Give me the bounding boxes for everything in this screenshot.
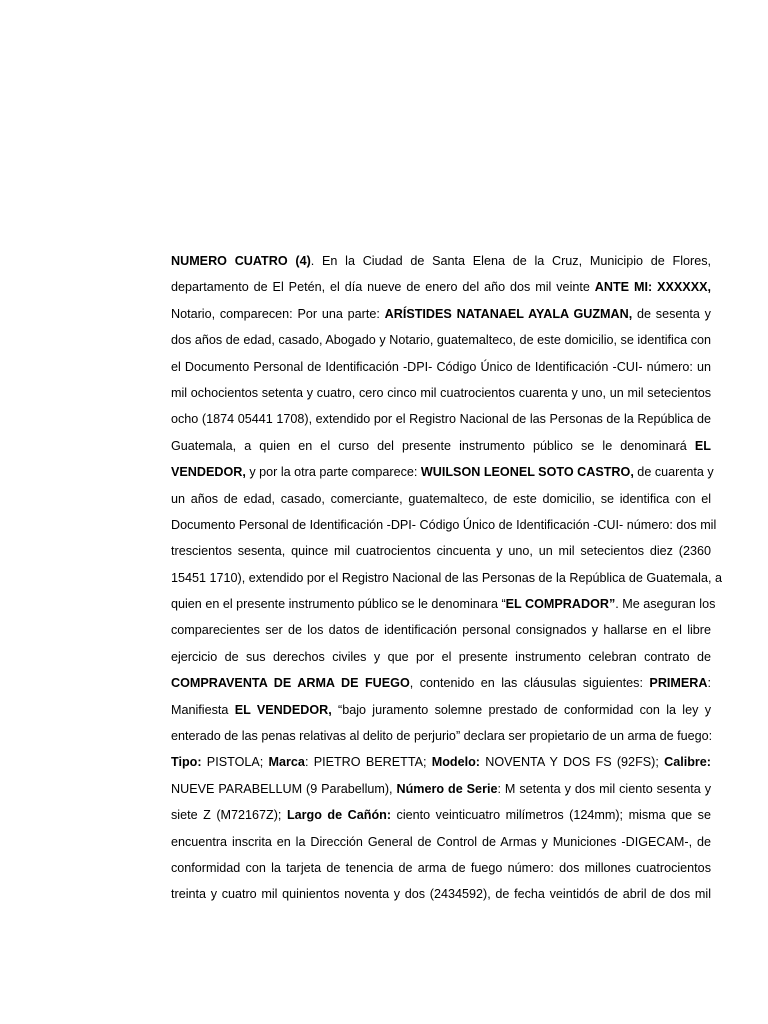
body-text: de cuarenta y [633,465,714,480]
body-text: ejercicio de sus derechos civiles y que por el presente instrumento celebran contrato de [171,649,711,664]
bold-text: Número de Serie [396,781,498,796]
bold-text: ANTE MI: XXXXXX, [594,280,711,295]
bold-text: ARÍSTIDES NATANAEL AYALA GUZMAN, [384,306,633,321]
bold-text: VENDEDOR, [171,465,246,480]
text-line [171,248,711,274]
text-line [171,855,711,881]
text-line [171,881,711,907]
text-line [171,459,714,485]
bold-text: NUMERO CUATRO (4) [171,254,311,268]
body-text: siete Z (M72167Z); [171,808,287,823]
bold-text: Calibre: [664,755,711,770]
text-line [171,380,711,406]
body-text: 15451 1710), extendido por el Registro Nacional de las Personas de la República de Guatemala, a [171,570,722,585]
body-text: dos años de edad, casado, Abogado y Notario, guatemalteco, de este domicilio, se identifica con [171,333,711,348]
body-text: enterado de las penas relativas al delito de perjurio” declara ser propietario de un arma de fuego: [171,729,713,744]
bold-text: EL VENDEDOR, [234,702,332,717]
text-line [171,538,711,564]
body-text: “bajo juramento solemne prestado de conformidad con la ley y [331,702,711,717]
body-text: NUEVE PARABELLUM (9 Parabellum), [171,781,397,796]
text-line [171,406,711,432]
text-line [171,433,711,459]
text-line [171,301,711,327]
bold-text: WUILSON LEONEL SOTO CASTRO, [420,465,634,480]
body-text: Guatemala, a quien en el curso del presente instrumento público se le denominará [171,438,695,453]
body-text: y por la otra parte comparece: [245,465,421,480]
bold-text: PRIMERA [649,676,708,691]
text-line [171,591,716,617]
bold-text: COMPRAVENTA DE ARMA DE FUEGO [171,676,410,691]
text-line [171,644,711,670]
body-text: Manifiesta [171,702,235,717]
body-text: NOVENTA Y DOS FS (92FS); [480,755,665,770]
body-text: Notario, comparecen: Por una parte: [171,306,385,321]
body-text: : [707,676,711,691]
body-text: : PIETRO BERETTA; [304,755,432,770]
text-line [171,486,711,512]
body-text: el Documento Personal de Identificación -DPI- Código Único de Identificación -CUI- número: un [171,359,711,374]
body-text: quien en el presente instrumento público se le denominara “ [171,597,506,612]
document-body [171,248,722,908]
body-text: mil ochocientos setenta y cuatro, cero cinco mil cuatrocientos cuarenta y uno, un mil setecientos [171,385,711,400]
bold-text: Modelo: [431,755,481,770]
text-line [171,670,711,696]
text-line [171,776,711,802]
text-line [171,617,711,643]
text-line [171,565,722,591]
body-text: . En la Ciudad de Santa Elena de la Cruz, Municipio de Flores, [310,254,711,268]
text-line [171,274,711,300]
body-text: : M setenta y dos mil ciento sesenta y [497,781,711,796]
body-text: . Me aseguran los [615,597,716,612]
text-line [171,749,711,775]
body-text: encuentra inscrita en la Dirección General de Control de Armas y Municiones -DIGECAM-, de [171,834,711,849]
bold-text: Marca [268,755,305,770]
text-line [171,697,711,723]
body-text: comparecientes ser de los datos de identificación personal consignados y hallarse en el libre [171,623,711,638]
body-text: departamento de El Petén, el día nueve de enero del año dos mil veinte [171,280,595,295]
text-line [171,354,711,380]
bold-text: Tipo: [171,755,202,770]
body-text: Documento Personal de Identificación -DPI- Código Único de Identificación -CUI- número: dos mil [171,517,717,532]
body-text: ciento veinticuatro milímetros (124mm); misma que se [391,808,711,823]
text-line [171,327,711,353]
body-text: de sesenta y [632,306,711,321]
bold-text: EL COMPRADOR” [505,597,616,612]
bold-text: Largo de Cañón: [286,808,392,823]
bold-text: EL [694,438,711,453]
body-text: ocho (1874 05441 1708), extendido por el Registro Nacional de las Personas de la República de [171,412,711,427]
body-text: treinta y cuatro mil quinientos noventa y dos (2434592), de fecha veintidós de abril de dos mil [171,887,711,902]
body-text: trescientos sesenta, quince mil cuatrocientos cincuenta y uno, un mil setecientos diez (2360 [171,544,711,559]
body-text: , contenido en las cláusulas siguientes: [409,676,650,691]
text-line [171,723,711,749]
body-text: conformidad con la tarjeta de tenencia de arma de fuego número: dos millones cuatrocientos [171,860,711,875]
text-line [171,512,717,538]
text-line [171,802,711,828]
body-text: PISTOLA; [201,755,269,770]
text-line [171,829,711,855]
body-text: un años de edad, casado, comerciante, guatemalteco, de este domicilio, se identifica con el [171,491,711,506]
